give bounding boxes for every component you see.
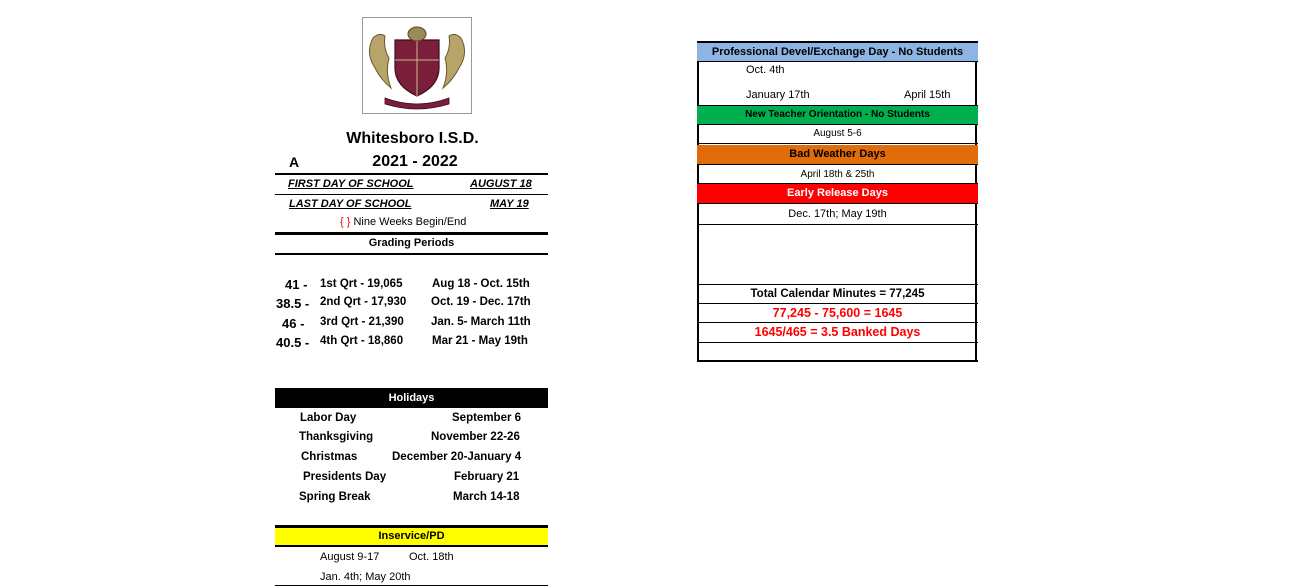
grading-periods-title: Grading Periods bbox=[368, 237, 455, 249]
grading-range: Oct. 19 - Dec. 17th bbox=[431, 296, 531, 308]
minutes-calc: 77,245 - 75,600 = 1645 bbox=[697, 304, 978, 323]
last-day-value: MAY 19 bbox=[490, 198, 529, 210]
grading-quarter: 1st Qrt - 19,065 bbox=[320, 278, 403, 290]
holiday-date: February 21 bbox=[454, 471, 520, 483]
grading-days: 40.5 - bbox=[276, 335, 310, 350]
header-rule bbox=[275, 173, 548, 175]
nine-weeks-symbol: { } bbox=[340, 216, 351, 228]
crest-icon bbox=[363, 18, 471, 113]
calendar-letter: A bbox=[289, 154, 300, 170]
first-day-rule bbox=[275, 194, 548, 195]
holiday-name: Spring Break bbox=[299, 491, 371, 503]
holiday-name: Labor Day bbox=[300, 412, 357, 424]
grading-quarter: 4th Qrt - 18,860 bbox=[320, 335, 404, 347]
holidays-title: Holidays bbox=[275, 388, 548, 408]
holiday-date: December 20-January 4 bbox=[392, 451, 522, 463]
holiday-date: September 6 bbox=[452, 412, 522, 424]
inservice-date: August 9-17 bbox=[320, 551, 380, 563]
prof-devel-date: April 15th bbox=[904, 89, 951, 101]
grading-days: 41 - bbox=[285, 277, 308, 292]
prof-devel-date: January 17th bbox=[746, 89, 810, 101]
new-teacher-dates: August 5-6 bbox=[697, 125, 978, 144]
holiday-name: Thanksgiving bbox=[299, 431, 374, 443]
inservice-end-rule bbox=[275, 585, 548, 586]
holiday-date: November 22-26 bbox=[431, 431, 520, 443]
school-year: 2021 - 2022 bbox=[372, 153, 458, 170]
first-day-value: AUGUST 18 bbox=[470, 178, 532, 190]
grading-range: Aug 18 - Oct. 15th bbox=[432, 278, 530, 290]
holiday-name: Presidents Day bbox=[303, 471, 387, 483]
grading-bottom-rule bbox=[275, 253, 548, 255]
grading-quarter: 3rd Qrt - 21,390 bbox=[320, 316, 404, 328]
grading-range: Jan. 5- March 11th bbox=[431, 316, 531, 328]
district-crest-logo bbox=[362, 17, 472, 114]
inservice-date: Jan. 4th; May 20th bbox=[320, 571, 411, 583]
nine-weeks-label: Nine Weeks Begin/End bbox=[353, 216, 467, 228]
bad-weather-title: Bad Weather Days bbox=[697, 145, 978, 165]
early-release-dates: Dec. 17th; May 19th bbox=[697, 204, 978, 225]
district-name: Whitesboro I.S.D. bbox=[346, 130, 479, 147]
grading-days: 38.5 - bbox=[276, 296, 310, 311]
inservice-title: Inservice/PD bbox=[275, 528, 548, 545]
first-day-label: FIRST DAY OF SCHOOL bbox=[288, 178, 414, 190]
grading-days: 46 - bbox=[282, 316, 305, 331]
holiday-name: Christmas bbox=[301, 451, 358, 463]
grading-quarter: 2nd Qrt - 17,930 bbox=[320, 296, 407, 308]
legend-empty-row bbox=[697, 343, 978, 362]
early-release-title: Early Release Days bbox=[697, 184, 978, 204]
prof-devel-title: Professional Devel/Exchange Day - No Students bbox=[697, 43, 978, 62]
holiday-date: March 14-18 bbox=[453, 491, 520, 503]
prof-devel-date: Oct. 4th bbox=[746, 64, 785, 76]
banked-days: 1645/465 = 3.5 Banked Days bbox=[697, 323, 978, 343]
inservice-bottom-rule bbox=[275, 545, 548, 547]
new-teacher-title: New Teacher Orientation - No Students bbox=[697, 105, 978, 125]
grading-range: Mar 21 - May 19th bbox=[432, 335, 528, 347]
bad-weather-dates: April 18th & 25th bbox=[697, 165, 978, 184]
last-day-label: LAST DAY OF SCHOOL bbox=[289, 198, 412, 210]
nine-weeks-note bbox=[340, 216, 466, 228]
total-minutes: Total Calendar Minutes = 77,245 bbox=[697, 285, 978, 304]
grading-top-rule bbox=[275, 232, 548, 235]
inservice-date: Oct. 18th bbox=[409, 551, 454, 563]
